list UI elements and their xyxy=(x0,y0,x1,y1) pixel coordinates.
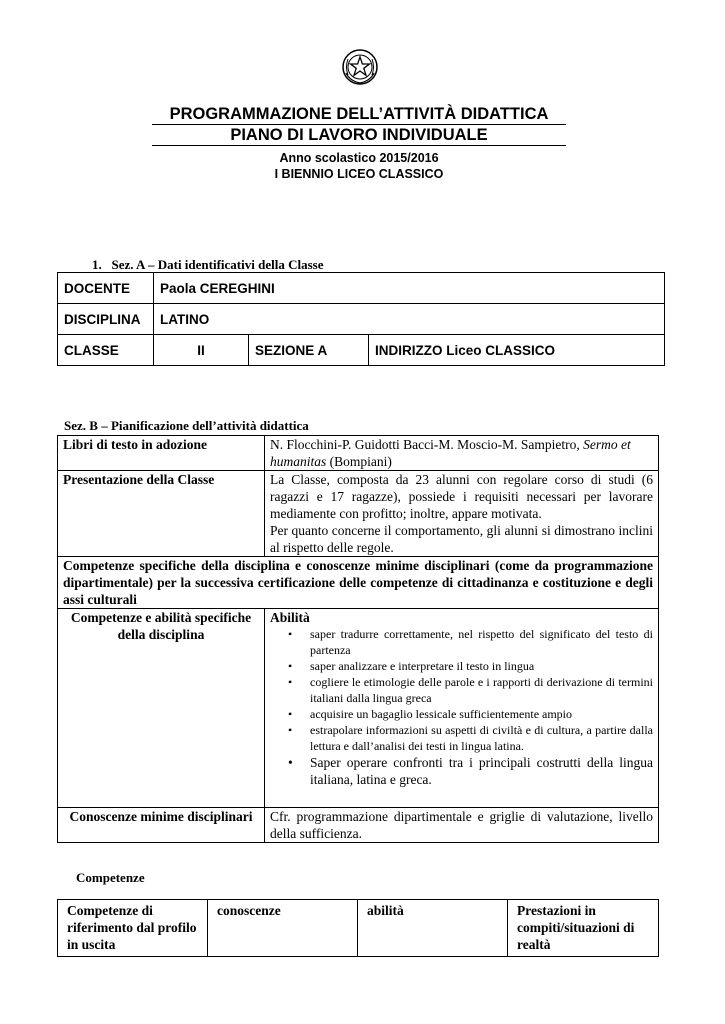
libri-title: Sermo et humanitas xyxy=(270,437,631,469)
conoscenze-label: Conoscenze minime disciplinari xyxy=(58,808,265,843)
disciplina-value: LATINO xyxy=(154,304,665,335)
sezione-label: SEZIONE A xyxy=(249,335,369,366)
conoscenze-text: Cfr. programmazione dipartimentale e griglie di valutazione, livello della sufficienza. xyxy=(265,808,659,843)
school-year: Anno scolastico 2015/2016 xyxy=(279,151,439,165)
list-item: • cogliere le etimologie delle parole e i rapporti di derivazione di termini italiani dalla lingua greca xyxy=(310,674,653,706)
column-header: Prestazioni in compiti/situazioni di realtà xyxy=(508,900,659,957)
column-header: abilità xyxy=(358,900,508,957)
document-title xyxy=(152,104,566,146)
competenze-header: Competenze specifiche della disciplina e conoscenze minime disciplinari (come da programmazione dipartimentale) per la successiva certificazione delle competenze di cittadinanza e costituzione e degli assi culturali xyxy=(58,557,659,609)
libri-authors: N. Flocchini-P. Guidotti Bacci-M. Moscio-M. Sampietro, xyxy=(270,437,580,452)
indirizzo-label: INDIRIZZO Liceo CLASSICO xyxy=(369,335,665,366)
section-b-heading: Sez. B – Pianificazione dell’attività didattica xyxy=(64,418,309,433)
presentazione-label: Presentazione della Classe xyxy=(58,471,265,557)
list-item: • saper analizzare e interpretare il testo in lingua xyxy=(310,658,653,674)
class-data-table xyxy=(57,272,665,366)
table-row xyxy=(58,609,659,808)
libri-label: Libri di testo in adozione xyxy=(58,436,265,471)
table-row xyxy=(58,273,665,304)
table-row xyxy=(58,471,659,557)
abilita-title: Abilità xyxy=(270,610,310,625)
list-item: • saper tradurre correttamente, nel rispetto del significato del testo di partenza xyxy=(310,626,653,658)
table-row xyxy=(58,808,659,843)
libri-cell xyxy=(265,436,659,471)
presentazione-cell xyxy=(265,471,659,557)
table-row xyxy=(58,436,659,471)
classe-label: CLASSE xyxy=(58,335,154,366)
presentazione-paragraph: Per quanto concerne il comportamento, gli alunni si dimostrano inclini al rispetto delle regole. xyxy=(270,523,653,555)
abilita-cell xyxy=(265,609,659,808)
course-name: I BIENNIO LICEO CLASSICO xyxy=(274,167,444,181)
abilita-list xyxy=(270,626,653,788)
table-row xyxy=(58,900,659,957)
subtitle xyxy=(152,150,566,182)
table-row xyxy=(58,557,659,609)
republic-emblem-icon xyxy=(340,47,380,87)
list-item: • estrapolare informazioni su aspetti di civiltà e di cultura, a partire dalla lettura e dall’analisi dei testi in lingua latina. xyxy=(310,722,653,754)
title-line-2: PIANO DI LAVORO INDIVIDUALE xyxy=(152,125,566,146)
table-row xyxy=(58,335,665,366)
libri-publisher: (Bompiani) xyxy=(329,454,392,469)
section-a-heading xyxy=(92,257,323,273)
planning-table xyxy=(57,435,659,843)
section-number: 1. xyxy=(92,257,102,272)
docente-value: Paola CEREGHINI xyxy=(154,273,665,304)
abilita-row-label: Competenze e abilità specifiche della disciplina xyxy=(58,609,265,808)
disciplina-label: DISCIPLINA xyxy=(58,304,154,335)
classe-value: II xyxy=(154,335,249,366)
list-item: • acquisire un bagaglio lessicale sufficientemente ampio xyxy=(310,706,653,722)
section-a-title: Sez. A – Dati identificativi della Classe xyxy=(111,257,324,272)
column-header: conoscenze xyxy=(208,900,358,957)
competenze-table xyxy=(57,899,659,957)
column-header: Competenze di riferimento dal profilo in uscita xyxy=(58,900,208,957)
presentazione-paragraph: La Classe, composta da 23 alunni con regolare corso di studi (6 ragazzi e 17 ragazze), possiede i requisiti necessari per lavorare mediamente con profitto; inoltre, appare motivata. xyxy=(270,472,653,521)
table-row xyxy=(58,304,665,335)
title-line-1: PROGRAMMAZIONE DELL’ATTIVITÀ DIDATTICA xyxy=(152,104,566,125)
docente-label: DOCENTE xyxy=(58,273,154,304)
list-item: • Saper operare confronti tra i principali costrutti della lingua italiana, latina e greca. xyxy=(310,754,653,788)
competenze-heading: Competenze xyxy=(76,870,145,885)
